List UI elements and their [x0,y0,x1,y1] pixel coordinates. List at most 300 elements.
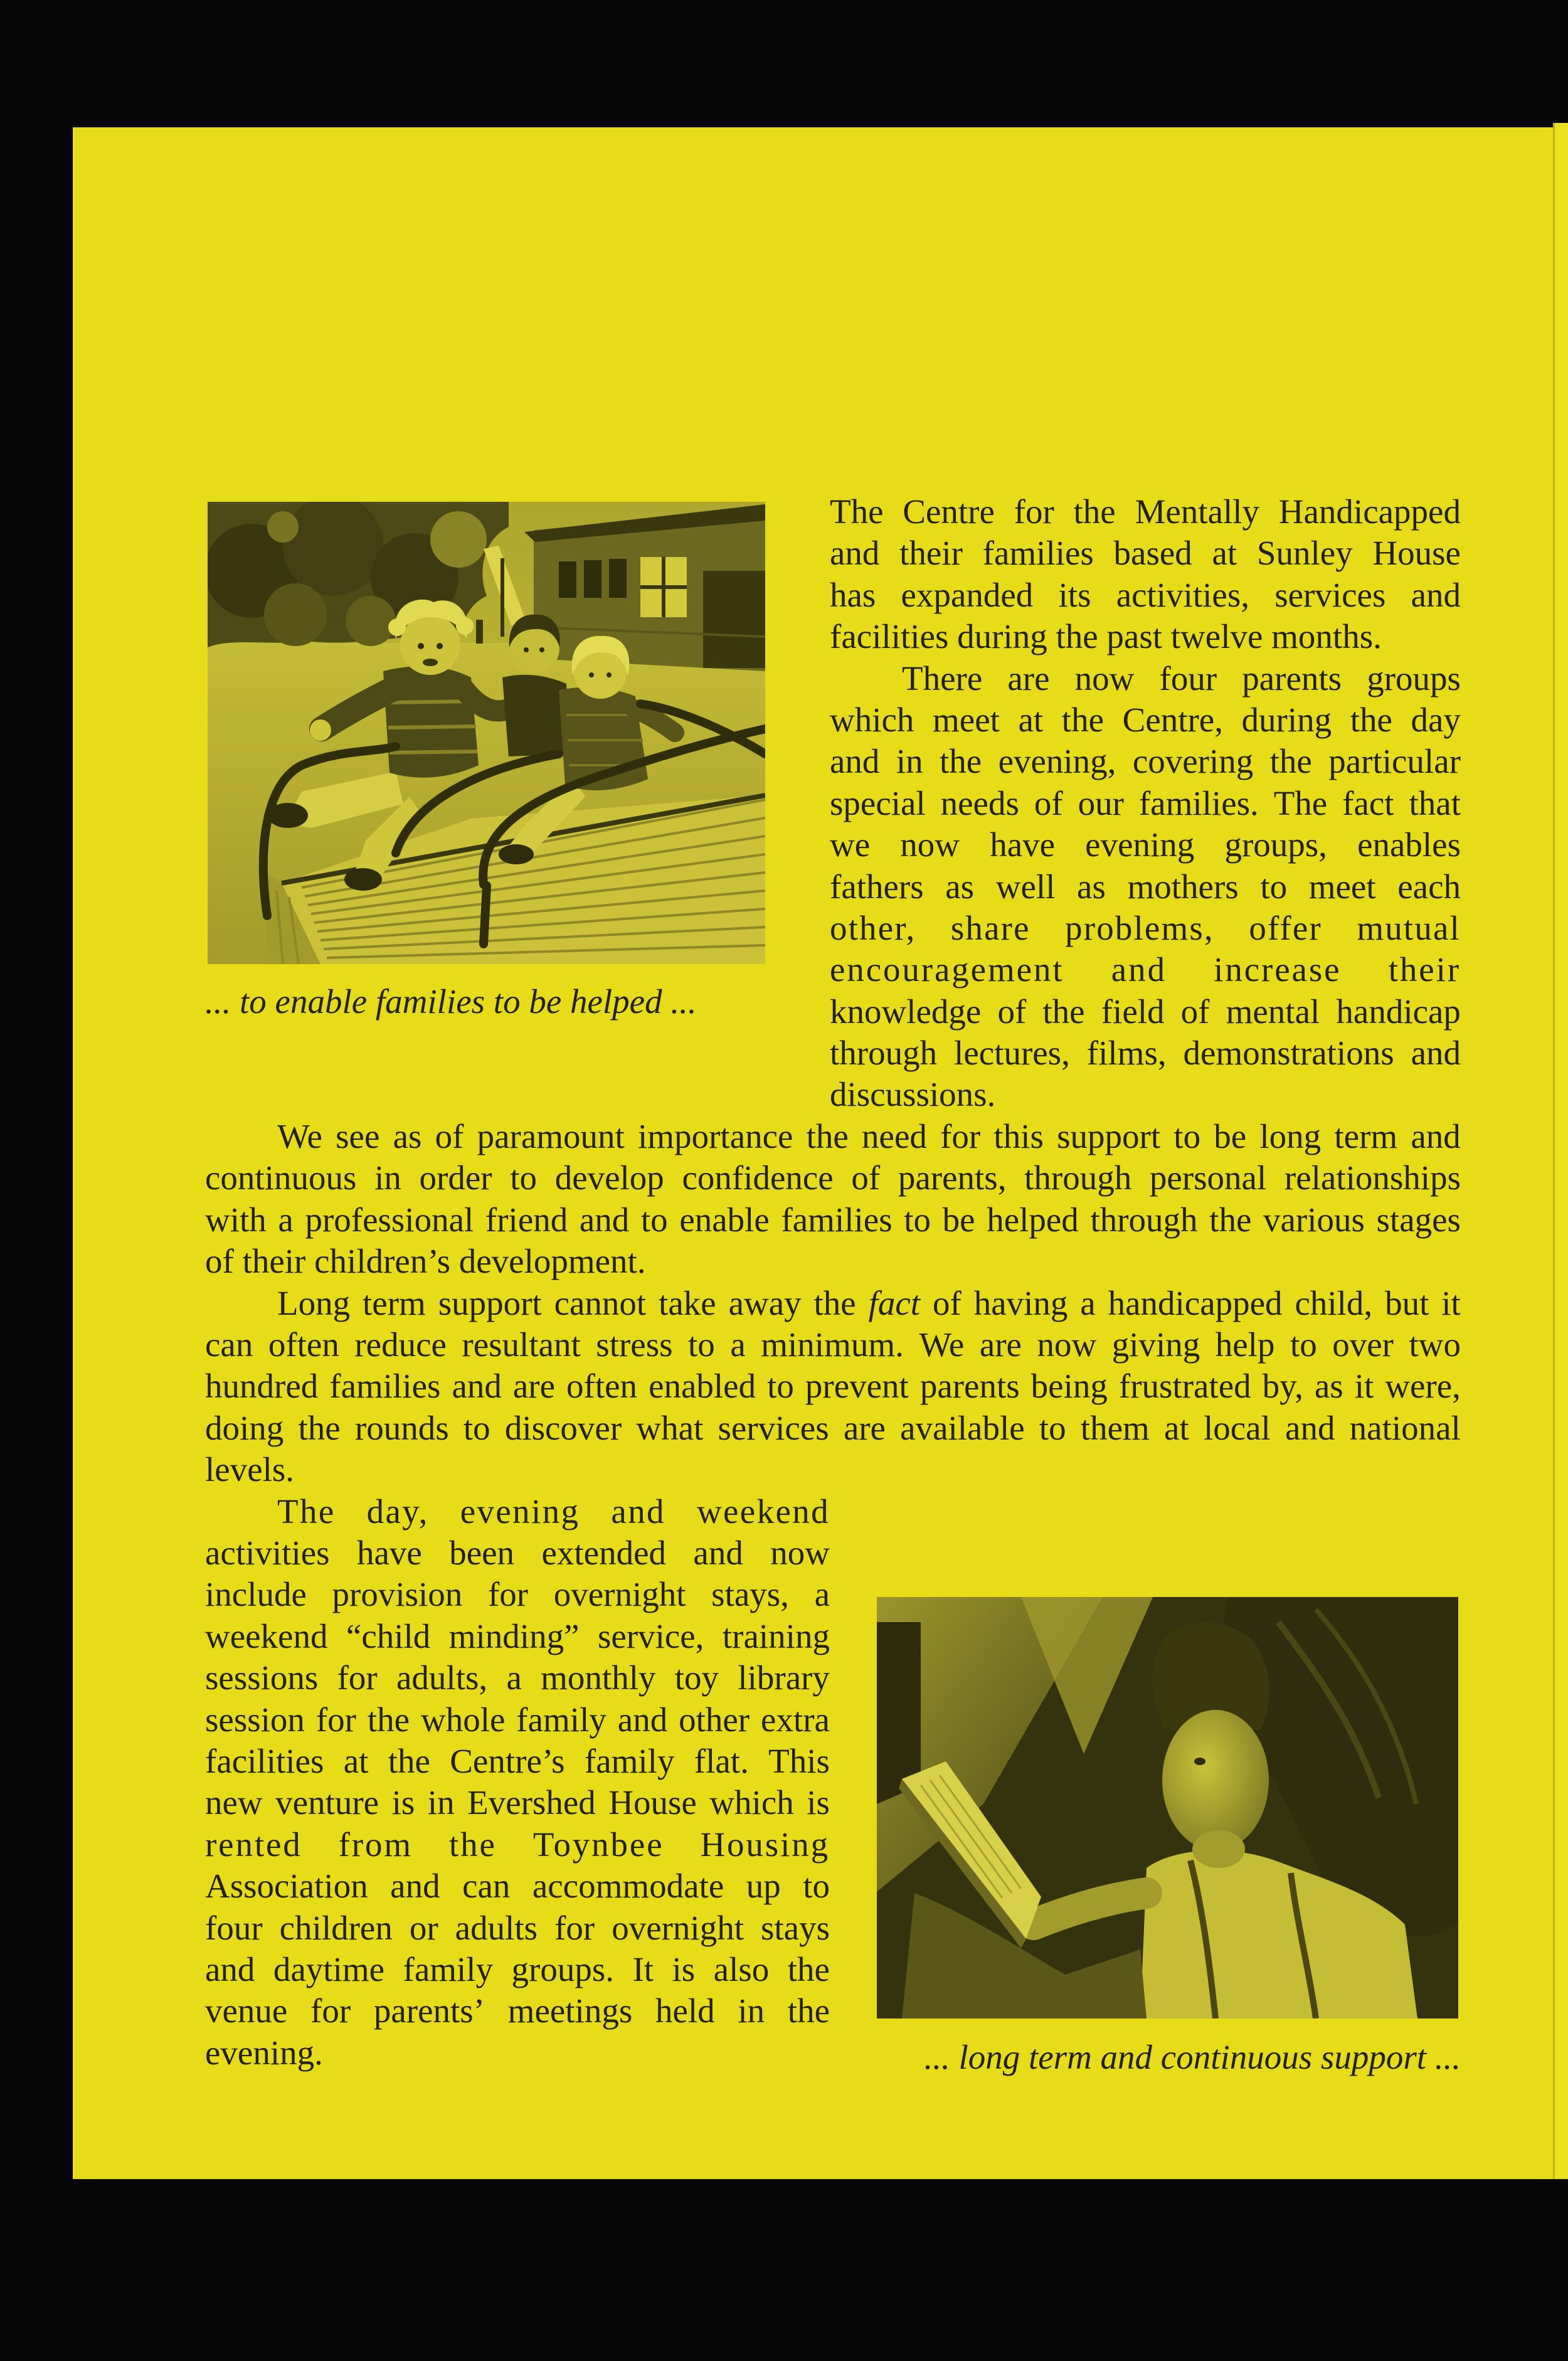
word: for [554,1908,595,1947]
text-line [205,1907,830,1949]
word: to [1039,1408,1066,1447]
word: at [1164,1408,1189,1447]
word: activities, [1116,575,1249,614]
word: venue [205,1992,288,2030]
word: as [393,1117,422,1155]
word: extended [541,1533,666,1572]
word: Toynbee [532,1825,664,1864]
word: now [900,825,960,864]
word: have [356,1533,422,1572]
text-line [205,1116,1461,1157]
word: covering [1132,742,1254,781]
word: friend [485,1200,568,1239]
word: Housing [700,1825,830,1864]
word: need [862,1117,927,1155]
word: Handicapped [1278,492,1461,531]
word: a [1080,1283,1096,1322]
word: the [1209,1200,1252,1239]
word: other, [830,908,916,947]
word: extra [761,1700,830,1739]
word: having [973,1283,1068,1322]
word: stays, [711,1575,789,1614]
text-line [830,491,1461,533]
word: services [1274,575,1386,614]
word: various [1263,1200,1365,1239]
word: based [1113,534,1192,573]
full-width-column [205,1116,1461,1491]
word: toy [674,1658,719,1697]
text-line [830,741,1461,782]
text-line [830,783,1461,824]
word: overnight [612,1908,744,1947]
word: include [205,1575,307,1614]
word: being [1030,1367,1108,1406]
word: paramount [477,1117,625,1155]
word: children’s [314,1242,451,1281]
word: as [1077,867,1106,906]
word: which [709,1783,794,1822]
word: to [463,1408,490,1447]
word: Centre, [1122,700,1223,739]
word: other [679,1700,750,1739]
word: it [1354,1367,1374,1406]
word: The [277,1492,336,1531]
word: facilities [830,617,949,656]
word: in [374,1159,401,1197]
word: two [1409,1325,1461,1364]
word: now [1037,1325,1097,1364]
word: support [1057,1117,1161,1155]
text-line [205,1491,830,1532]
word: families. [1138,783,1259,822]
word: the [806,1117,849,1155]
word: parents, [898,1159,1007,1197]
word: a [506,1658,522,1697]
word: day [1411,700,1461,739]
word: parents [919,1367,1020,1406]
word: whole [420,1700,506,1739]
word: offer [1249,908,1322,947]
word: at [1018,700,1044,739]
word: and [1285,1408,1335,1447]
word: to [640,1200,668,1239]
word: children [279,1908,393,1947]
word: discover [504,1408,622,1447]
text-line [830,824,1461,866]
word: the [1061,700,1104,739]
word: be [1214,1117,1247,1155]
word: or [409,1908,438,1947]
word: through [1090,1200,1198,1239]
word: Centre [903,492,995,531]
word: the [1042,992,1085,1031]
word: enable [679,1200,770,1239]
word: over [1332,1325,1394,1364]
word: family [584,1741,675,1780]
text-line [830,866,1461,908]
word: accommodate [532,1867,724,1906]
word: levels. [205,1450,295,1489]
word: to [510,1159,538,1197]
text-line [205,1657,830,1699]
word: at [343,1741,369,1780]
word: day, [366,1492,429,1531]
text-line [205,1699,830,1741]
text-line [205,1949,830,1990]
word: help [1215,1325,1275,1364]
word: doing [205,1408,284,1447]
word: develop [554,1159,664,1197]
text-line [205,1157,1461,1199]
word: order [419,1159,492,1197]
word: parents [1242,659,1342,698]
word: by, [1262,1367,1303,1406]
word: lectures, [954,1034,1070,1073]
word: of [1034,783,1063,822]
word: of [1180,992,1210,1031]
photo-child-reading-book [877,1597,1458,2019]
word: from [338,1825,413,1864]
word: are [843,1408,886,1447]
word: family [516,1700,607,1739]
word: We [919,1325,965,1364]
word: fact [1342,783,1394,822]
word: is [807,1783,830,1822]
word: minding” [448,1616,580,1655]
word: There [902,659,983,698]
word: available [900,1408,1025,1447]
lower-left-column [205,1491,830,2074]
text-line [205,1366,1461,1407]
text-line [205,1865,830,1907]
word: new [205,1783,263,1822]
word: development. [458,1242,646,1281]
word: session [205,1700,305,1739]
photo-top-caption: ... to enable families to be helped ... [205,982,697,1021]
word: held [655,1992,715,2030]
word: to [803,1867,830,1906]
word: venture [275,1783,379,1822]
word: are [979,1325,1022,1364]
child-middle-dark-hair [502,615,569,756]
word: and [830,534,880,573]
text-line [205,1408,1461,1449]
word: meetings [507,1992,633,2030]
word: the [1269,742,1312,781]
word: family [403,1950,494,1988]
word: rounds [354,1408,449,1447]
paragraph [205,1491,830,2074]
word: service, [597,1616,704,1655]
word: mothers [1127,867,1239,906]
word: Long [277,1283,351,1322]
word: during [1241,700,1332,739]
word: adults [455,1908,538,1947]
word: hundred [205,1367,319,1406]
word: and [611,1492,665,1531]
word: stress [596,1325,673,1364]
photo-bottom-caption: ... long term and continuous support ... [924,2038,1461,2076]
word: Centre’s [450,1741,565,1780]
text-line [830,908,1461,949]
word: discussions. [830,1075,996,1114]
word: are [1007,659,1050,698]
word: fathers [830,867,924,906]
word: can [462,1867,511,1906]
paragraph [205,1116,1461,1283]
word: It [632,1950,654,1988]
word: stays [761,1908,830,1947]
word: fact [868,1283,921,1322]
word: away [728,1283,802,1322]
word: term [363,1283,426,1322]
word: increase [1214,950,1342,989]
word: evening. [205,2033,323,2072]
paragraph [830,491,1461,658]
text-line [205,1782,830,1823]
text-line [830,1032,1461,1074]
word: for [337,1658,378,1697]
word: through [830,1034,938,1073]
word: films, [1086,1034,1167,1073]
word: well [995,867,1056,906]
word: problems, [1065,908,1214,947]
word: been [449,1533,515,1572]
word: see [336,1117,380,1155]
word: families [329,1367,441,1406]
word: House [608,1783,697,1822]
word: demonstrations [1183,1034,1394,1073]
word: and [693,1533,743,1572]
word: a [730,1325,746,1364]
text-line [205,2032,830,2074]
text-line [205,1616,830,1657]
word: groups [1367,659,1461,698]
word: needs [940,783,1019,822]
photo-children-on-roundabout [208,502,765,964]
word: this [993,1117,1044,1155]
paragraph [830,658,1461,1116]
word: and [1411,575,1461,614]
word: personal [1149,1159,1267,1197]
word: confidence [682,1159,834,1197]
word: for [1014,492,1054,531]
word: encouragement [830,950,1064,989]
word: is [672,1950,696,1988]
word: their [242,1242,306,1281]
word: provision [332,1575,463,1614]
word: of [205,1242,234,1281]
word: mental [1226,992,1320,1031]
word: the [1056,617,1098,656]
text-line [830,533,1461,574]
word: This [768,1741,830,1780]
word: the [1350,700,1392,739]
word: to [1173,1117,1201,1155]
word: to [1290,1325,1317,1364]
word: to [767,1367,794,1406]
word: We [277,1117,322,1155]
word: their [899,534,963,573]
word: reduce [354,1325,447,1364]
word: it [1441,1283,1461,1322]
text-line [205,1824,830,1865]
word: and [830,742,880,781]
word: Association [205,1867,368,1906]
word: in [896,742,923,781]
word: child, [1295,1283,1373,1322]
word: mutual [1357,908,1461,947]
word: for [940,1117,981,1155]
word: a [278,1200,294,1239]
word: in [738,1992,765,2030]
word: frustrated [1118,1367,1251,1406]
word: now [1074,659,1135,698]
word: to [904,1200,931,1239]
word: training [722,1616,830,1655]
word: monthly [541,1658,656,1697]
word: professional [305,1200,474,1239]
word: cannot [554,1283,647,1322]
word: of [997,992,1027,1031]
word: have [990,825,1056,864]
word: up [746,1867,781,1906]
word: The [1273,783,1328,822]
word: groups. [511,1950,615,1988]
word: continuous [205,1159,357,1197]
word: but [1385,1283,1429,1322]
word: support [438,1283,542,1322]
word: them [1080,1408,1150,1447]
word: we [830,825,871,864]
text-line [205,1199,1461,1241]
word: and [452,1367,502,1406]
word: evening, [998,742,1116,781]
word: the [388,1741,430,1780]
word: now [770,1533,830,1572]
building [524,504,765,671]
word: and [1411,1117,1461,1155]
adjacent-page-edge [1555,123,1568,2179]
word: meet [933,700,1000,739]
word: and [390,1867,440,1906]
word: adults, [396,1658,488,1697]
word: what [636,1408,704,1447]
word: four [205,1908,263,1947]
word: also [713,1950,770,1988]
word: the [298,1408,341,1447]
word: evening [460,1492,580,1531]
page-fold-line [1553,123,1555,2179]
word: share [950,908,1030,947]
word: to [1260,867,1288,906]
word: flat. [694,1741,749,1780]
word: stages [1376,1200,1461,1239]
text-line [830,949,1461,990]
word: special [830,783,926,822]
text-line [205,1532,830,1574]
word: groups, [1224,825,1327,864]
word: Evershed [467,1783,596,1822]
word: months. [1271,617,1382,656]
word: of [851,1159,881,1197]
word: and [1411,1034,1461,1073]
word: weekend [205,1616,328,1655]
word: long [1259,1117,1322,1155]
word: as [945,867,975,906]
word: four [1159,659,1217,698]
word: has [830,575,876,614]
word: can [205,1325,253,1364]
text-line [205,1990,830,2032]
word: services [718,1408,829,1447]
word: and [617,1700,668,1739]
text-line [830,699,1461,741]
word: its [1058,575,1091,614]
word: the [787,1992,830,2030]
word: are [512,1367,556,1406]
word: often [268,1325,339,1364]
word: The [830,492,884,531]
word: the [449,1825,497,1864]
text-line [830,991,1461,1032]
word: through [1024,1159,1132,1197]
word: handicap [1336,992,1461,1031]
word: minimum. [761,1325,904,1364]
word: which [830,700,914,739]
word: House [1372,534,1461,573]
text-line [205,1241,1461,1282]
text-line [205,1741,830,1782]
word: resultant [462,1325,581,1364]
word: as [1314,1367,1343,1406]
word: activities [205,1533,330,1572]
word: local [1203,1408,1271,1447]
word: be [942,1200,975,1239]
word: and [579,1200,630,1239]
word: relationships [1284,1159,1461,1197]
word: helped [987,1200,1079,1239]
word: prevent [805,1367,909,1406]
word: enables [1357,825,1461,864]
word: take [659,1283,716,1322]
word: facilities [205,1741,324,1780]
word: to [688,1325,715,1364]
word: sessions [205,1658,319,1697]
word: meet [1308,867,1376,906]
word: for [315,1700,356,1739]
word: knowledge [830,992,982,1031]
word: giving [1111,1325,1200,1364]
word: of [435,1117,464,1155]
word: handicapped [1108,1283,1283,1322]
word: and [1111,950,1167,989]
word: each [1397,867,1461,906]
text-line [205,1283,1461,1324]
word: evening [1085,825,1195,864]
word: Mentally [1135,492,1260,531]
word: enabled [649,1367,756,1406]
word: expanded [901,575,1034,614]
word: library [738,1658,830,1697]
word: rented [205,1825,302,1864]
word: field [1101,992,1165,1031]
word: Sunley [1256,534,1353,573]
word: for [310,1992,351,2030]
word: with [205,1200,267,1239]
word: weekend [696,1492,830,1531]
word: in [427,1783,455,1822]
